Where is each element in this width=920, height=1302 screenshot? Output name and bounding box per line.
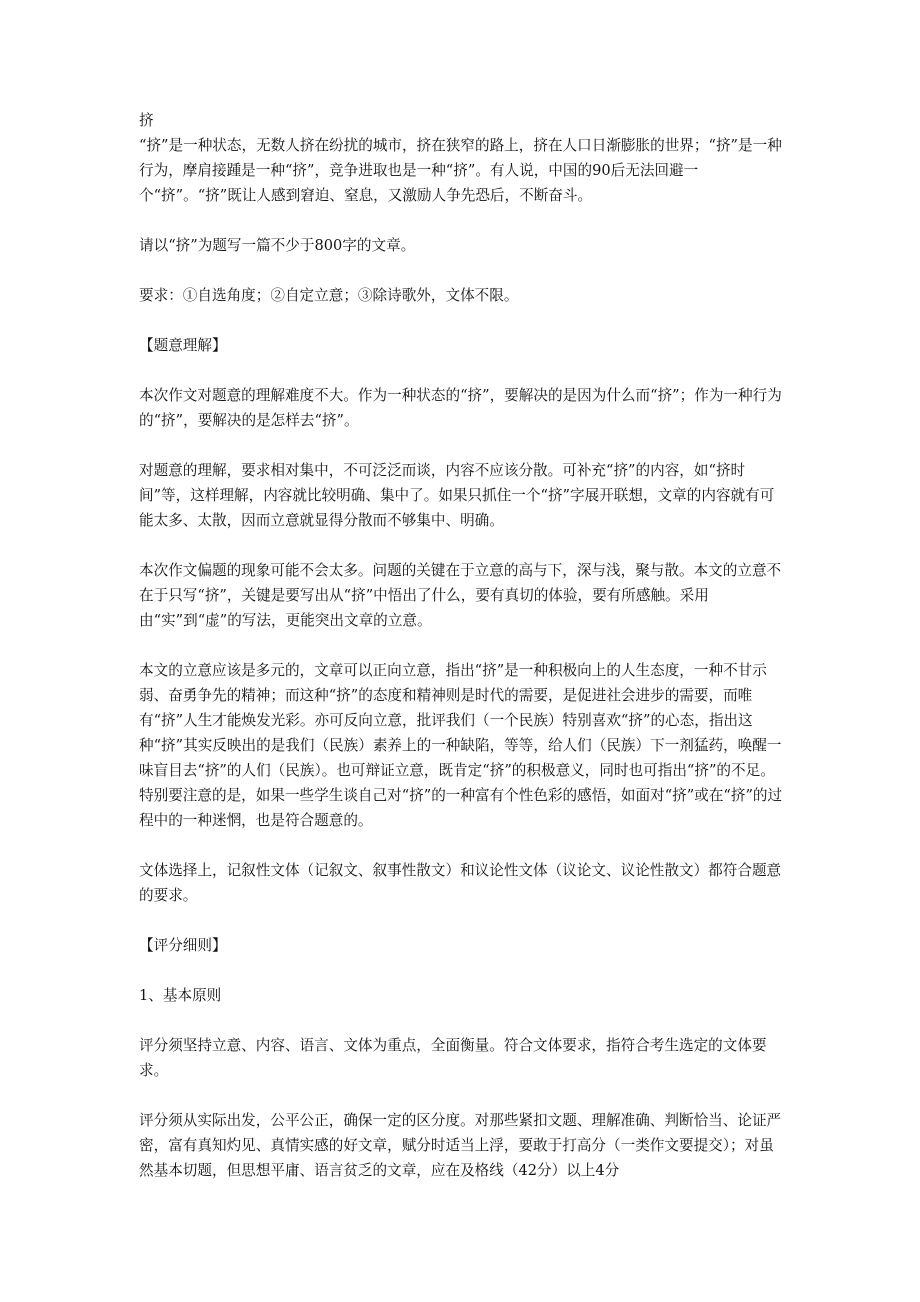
- body-paragraph: 对题意的理解，要求相对集中，不可泛泛而谈，内容不应该分散。可补充“挤”的内容，如“挤时间”等，这样理解，内容就比较明确、集中了。如果只抓住一个“挤”字展开联想，文章的内容就有可能太多、太散，因而立意就显得分散而不够集中、明确。: [139, 462, 775, 529]
- prompt-paragraph: “挤”是一种状态，无数人挤在纷扰的城市，挤在狭窄的路上，挤在人口日渐膨胀的世界；“挤”是一种行为，摩肩接踵是一种“挤”，竞争进取也是一种“挤”。有人说，中国的90后无法回避一个“挤”。“挤”既让人感到窘迫、窒息，又激励人争先恐后，不断奋斗。: [139, 137, 782, 204]
- document-title: 挤: [139, 112, 154, 129]
- body-paragraph: 评分须坚持立意、内容、语言、文体为重点，全面衡量。符合文体要求，指符合考生选定的文体要求。: [139, 1037, 767, 1079]
- body-paragraph: 文体选择上，记叙性文体（记叙文、叙事性散文）和议论性文体（议论文、议论性散文）都符合题意的要求。: [139, 862, 782, 904]
- subheading-basic-principles: 1、基本原则: [139, 987, 222, 1004]
- body-paragraph: 本次作文对题意的理解难度不大。作为一种状态的“挤”，要解决的是因为什么而“挤”；作为一种行为的“挤”，要解决的是怎样去“挤”。: [139, 387, 782, 429]
- section-heading-scoring: 【评分细则】: [139, 937, 227, 954]
- body-paragraph: 评分须从实际出发，公平公正，确保一定的区分度。对那些紧扣文题、理解准确、判断恰当、论证严密，富有真知灼见、真情实感的好文章，赋分时适当上浮，要敢于打高分（一类作文要提交）；对虽然基本切题，但思想平庸、语言贫乏的文章，应在及格线（42分）以上4分: [139, 1112, 782, 1179]
- instruction-text: 请以“挤”为题写一篇不少于800字的文章。: [139, 237, 416, 254]
- requirements-text: 要求：①自选角度；②自定立意；③除诗歌外，文体不限。: [139, 287, 519, 304]
- document-page: [139, 108, 785, 1183]
- body-paragraph: 本次作文偏题的现象可能不会太多。问题的关键在于立意的高与下，深与浅，聚与散。本文的立意不在于只写“挤”，关键是要写出从“挤”中悟出了什么，要有真切的体验，要有所感触。采用由“实”到“虚”的写法，更能突出文章的立意。: [139, 562, 782, 629]
- body-paragraph: 本文的立意应该是多元的，文章可以正向立意，指出“挤”是一种积极向上的人生态度，一种不甘示弱、奋勇争先的精神；而这种“挤”的态度和精神则是时代的需要，是促进社会进步的需要，而唯有“挤”人生才能焕发光彩。亦可反向立意，批评我们（一个民族）特别喜欢“挤”的心态，指出这种“挤”其实反映出的是我们（民族）素养上的一种缺陷，等等，给人们（民族）下一剂猛药，唤醒一味盲目去“挤”的人们（民族）。也可辩证立意，既肯定“挤”的积极意义，同时也可指出“挤”的不足。特别要注意的是，如果一些学生谈自己对“挤”的一种富有个性色彩的感悟，如面对“挤”或在“挤”的过程中的一种迷惘，也是符合题意的。: [139, 662, 783, 829]
- section-heading-understanding: 【题意理解】: [139, 337, 227, 354]
